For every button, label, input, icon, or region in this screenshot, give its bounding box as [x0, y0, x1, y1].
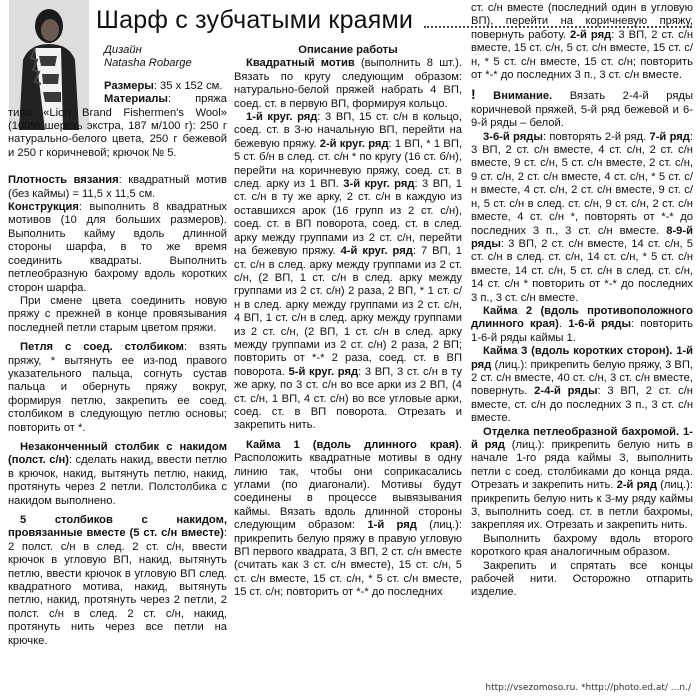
work-heading: Описание работы [298, 44, 398, 56]
fringe-repeat-paragraph: Выполнить бахрому вдоль второго короткого края аналогичным образом. [471, 532, 693, 559]
warning-icon: ! [471, 86, 476, 103]
designer-name: Natasha Robarge [104, 57, 192, 70]
motif-paragraph: Квадратный мотив (выполнить 8 шт.). Вязать по кругу следующим образом: натурально-белой пряжей набрать 4 ВП, соед. ст. в первую ВП, формируя кольцо. [234, 57, 463, 110]
edging1-paragraph: Кайма 1 (вдоль длинного края). Расположить квадратные мотивы в одну линию так, чтобы они соприкасались углами (по диагонали). Мотивы будут соединены в процессе вывязывания каймы. Вязать вдоль длинной стороны следующим образом: 1-й ряд (лиц.): прикрепить белую пряжу в правую угловую ВП первого квадрата, 3 ВП, 2 ст. с/н вместе (считать как 3 ст. с/н вместе), 15 ст. с/н, 5 ст. с/н вместе, 15 ст. с/н, * 5 ст. с/н вместе, 15 ст. с/н; повторить от *-* до последних [234, 438, 463, 599]
page-title: Шарф с зубчатыми краями [96, 6, 414, 34]
finishing-paragraph: Закрепить и спрятать все концы рабочей нити. Осторожно отпарить изделие. [471, 559, 693, 599]
dc5-paragraph: 5 столбиков с накидом, провязанные вместе (5 ст. с/н вместе): 2 полст. с/н в след. 2 ст. с/н, ввести крючок в угловую ВП, накид, вытянуть петлю, ввести крючок в угловую ВП след. квадратного мотива, накид, вытянуть петлю, накид, протянуть через 2 петли, 2 полст. с/н в след. 2 ст. с/н, накид, протянуть нить через все петли на крючке. [8, 514, 227, 647]
hdc-paragraph: Незаконченный столбик с накидом (полст. с/н): сделать накид, ввести петлю в крючок, накид, вытянуть петлю, накид, протянуть через 2 петли. Полстолбика с накидом выполнено. [8, 440, 227, 507]
column-2 [234, 44, 462, 600]
edging2-paragraph: Кайма 2 (вдоль противоположного длинного края). 1-6-й ряды: повторить 1-6-й ряды каймы 1. [471, 304, 693, 344]
color-change-paragraph: При смене цвета соединить новую пряжу с прежней в конце провязывания последней петли старым цветом пряжи. [8, 294, 227, 334]
attention-note: ! Внимание. Вязать 2-4-й ряды коричневой пряжей, 5-й ряд бежевой и 6-9-й ряды – белой. [471, 86, 693, 130]
density-paragraph: Плотность вязания: квадратный мотив (без каймы) = 11,5 х 11,5 см. [8, 174, 227, 200]
fringe-paragraph: Отделка петлеобразной бахромой. 1-й ряд (лиц.): прикрепить белую нить в начале 1-го ряда каймы 3, выполнить петли с соед. столбиками до конца ряда. Отрезать и закрепить нить. 2-й ряд (лиц.): прикрепить белую нить к 3-му ряду каймы 3, выполнить соед. ст. в петли бахромы, закрепляя их. Отрезать и закрепить нить. [471, 425, 693, 532]
column-1 [8, 44, 227, 648]
side-page-label [0, 2, 8, 152]
rounds-paragraph: 1-й круг. ряд: 3 ВП, 15 ст. с/н в кольцо, соед. ст. в 3-ю начальную ВП, перейти на бежевую пряжу. 2-й круг. ряд: 1 ВП, * 1 ВП, 5 ст. б/н в след. ст. с/н * по кругу (16 ст. б/н), перейти на коричневую пряжу, соед. ст. в след. арку из 1 ВП. 3-й круг. ряд: 3 ВП, 1 ст. с/н в ту же арку, 2 ст. с/н в каждую из оставшихся арок (16 групп из 2 ст. с/н), соед. ст. в ВП поворота, соед. ст. в след. арку между группами из 2 ст. с/н, перейти на бежевую пряжу. 4-й круг. ряд: 7 ВП, 1 ст. с/н в след. арку между группами из 2 ст. с/н, (2 ВП, 1 ст. с/н в след. арку между группами из 2 ст. с/н) 2 раза, 2 ВП, * 1 ст. с/н в след. арку между группами из 2 ст. с/н, 4 ВП, 1 ст. с/н в след. арку между группами из 2 ст. с/н, (2 ВП, 1 ст. с/н в след. арку между группами из 2 ст. с/н) 2 раза, 2 ВП; повторить от *-* 2 раза, соед. ст. в ВП поворота. 5-й круг. ряд: 3 ВП, 3 ст. с/н в ту же арку, по 3 ст. с/н во все арки из 2 ВП, (4 ст. с/н, 1 ВП, 4 ст. с/н) во все угловые арки, соед. ст. в ВП поворота. Отрезать и закрепить нить. [234, 111, 463, 432]
edging3-paragraph: Кайма 3 (вдоль коротких сторон). 1-й ряд (лиц.): прикрепить белую пряжу, 3 ВП, 2 ст. с/н вместе, 40 ст. с/н, 3 ст. с/н вместе, повернуть. 2-4-й ряды: 3 ВП, 2 ст. с/н вместе, ст. с/н до последних 3 п., 3 ст. с/н вместе. [471, 345, 694, 425]
source-watermark: http://vsezomoso.ru. *http://photo.ed.at/ ...n./ [485, 683, 691, 693]
slst-paragraph: Петля с соед. столбиком: взять пряжу, * вытянуть ее из-под правого указательного пальца, согнуть сустав пальца и обернуть пряжу вокруг, формируя петлю, закрепить ее соед. столбиком в следующую петлю основы; повторить от *. [8, 341, 227, 434]
materials-paragraph: Материалы: пряжа типа «Lion Brand Fishermen's Wool» (100% шерсть экстра, 187 м/100 г): 250 г натурально-белого цвета, 250 г бежевой и 250 г коричневой; крючок № 5. [8, 93, 227, 159]
column-3 [471, 2, 693, 600]
construction-paragraph: Конструкция: выполнить 8 квадратных мотивов (10 для больших размеров). Выполнить кайму вдоль длинной стороны шарфа, в то же время соединить квадраты. Выполнить петлеобразную бахрому вдоль коротких сторон шарфа. [8, 201, 227, 294]
sizes-paragraph: Размеры: 35 х 152 см. [104, 79, 223, 92]
rows-3-9-paragraph: 3-6-й ряды: повторять 2-й ряд. 7-й ряд: 3 ВП, 2 ст. с/н вместе, 4 ст. с/н, 2 ст. с/н вместе, 9 ст. с/н, 5 ст. с/н вместе, 2 ст. с/н, 9 ст. с/н, 2 ст. с/н вместе, 4 ст. с/н, * 5 ст. с/н вместе, 4 ст. с/н, 2 ст. с/н вместе, 9 ст. с/н, 5 ст. с/н в след. ст. с/н, 9 ст. с/н, 2 ст. с/н вместе, 4 ст. с/н *, повторять от *-* до последних 3 п., 3 ст. с/н вместе. 8-9-й ряды: 3 ВП, 2 ст. с/н вместе, 14 ст. с/н, 5 ст. с/н в след. ст. с/н, 14 ст. с/н, * 5 ст. с/н вместе, 14 ст. с/н, 5 ст. с/н в след. ст. с/н, 14 ст. с/н * повторить от *-* до последних 3 п., 3 ст. с/н вместе. [471, 130, 693, 304]
design-label: Дизайн [104, 44, 142, 56]
edging1-continued: ст. с/н вместе (последний один в угловую ВП), перейти на коричневую пряжу, повернуть работу. 2-й ряд: 3 ВП, 2 ст. с/н вместе, 15 ст. с/н, 5 ст. с/н вместе, 15 ст. с/н, * 5 ст. с/н вместе, 15 ст. с/н; повторить от *-* до последних 3 п., 3 ст. с/н вместе. [471, 2, 694, 82]
